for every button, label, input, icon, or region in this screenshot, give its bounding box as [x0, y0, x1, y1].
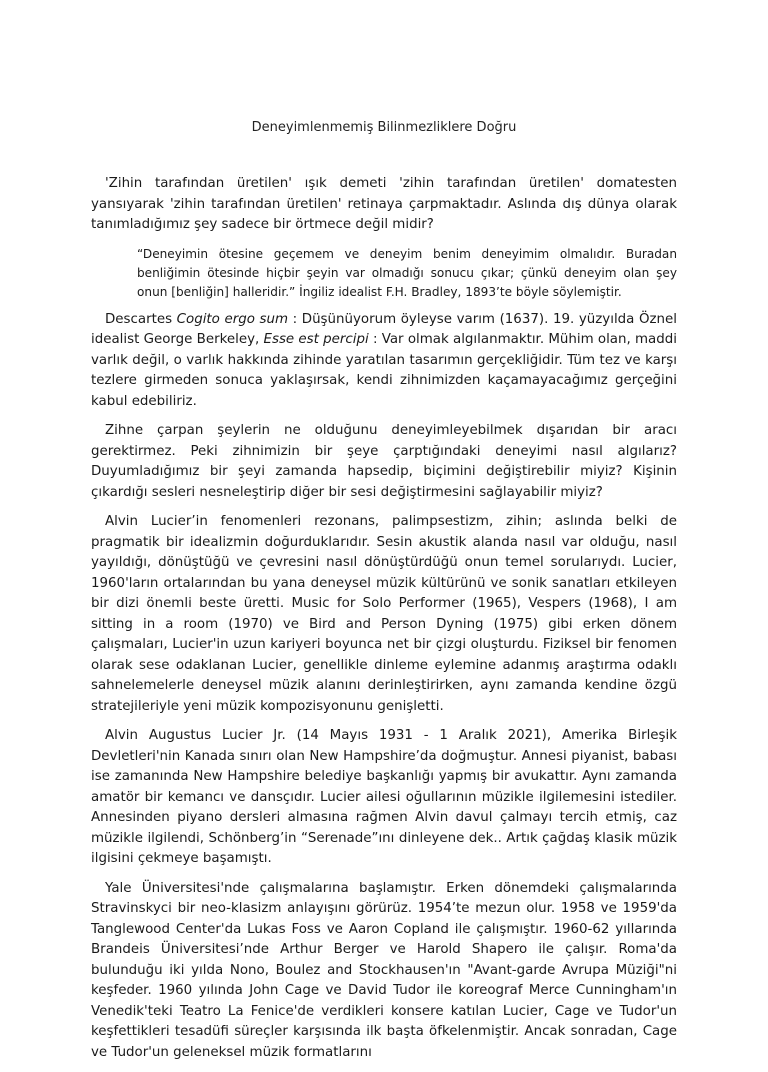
paragraph-lucier-phenomena: Alvin Lucier’in fenomenleri rezonans, palimpsestizm, zihin; aslında belki de pragmatik bir idealizmin doğurduklarıdır. Sesin akustik alanda nasıl var olduğu, nasıl yayıldığı, dönüştüğü ve çevresini nasıl dönüştürdüğü onun temel sorularıydı. Lucier, 1960'ların ortalarından bu yana deneysel müzik kültürünü ve sonik sanatları etkileyen bir dizi önemli beste üretti. Music for Solo Performer (1965), Vespers (1968), I am sitting in a room (1970) ve Bird and Person Dyning (1975) gibi erken dönem çalışmaları, Lucier'in uzun kariyeri boyunca net bir çizgi oluşturdu. Fiziksel bir fenomen olarak sese odaklanan Lucier, genellikle dinleme eylemine adanmış araştırma odaklı sahnelemelerle deneysel müzik alanını derinleştirirken, aynı zamanda kendine özgü stratejileriyle yeni müzik kompozisyonunu genişletti.	[91, 514, 677, 714]
text-span: : Var olmak algılanmaktır. Mühim olan, maddi varlık değil, o varlık hakkında zihinde yaratılan tasarımın gerçekliğidir. Tüm tez ve karşı tezlere girmeden sonuca yaklaşırsak, kendi zihnimizden kaçamayacağımız gerçeğini kabul edebiliriz.	[91, 332, 677, 409]
text-span: : Düşünüyorum öyleyse varım (1637). 19. yüzyılda Öznel idealist George Berkeley,	[91, 311, 677, 347]
paragraph-intro: 'Zihin tarafından üretilen' ışık demeti 'zihin tarafından üretilen' domatesten yansıyarak 'zihin tarafından üretilen' retinaya çarpmaktadır. Aslında dış dünya olarak tanımladığımız şey sadece bir örtmece değil midir?	[91, 176, 677, 232]
page-title: Deneyimlenmemiş Bilinmezliklere Doğru	[251, 120, 517, 135]
latin-phrase-cogito: Cogito ergo sum	[176, 311, 289, 327]
paragraph-descartes	[91, 310, 677, 413]
text-span: Descartes	[105, 311, 177, 327]
paragraph-mind: Zihne çarpan şeylerin ne olduğunu deneyimleyebilmek dışarıdan bir aracı gerektirmez. Peki zihnimizin bir şeye çarptığındaki deneyimi nasıl algılarız? Duyumladığımız bir şeyi zamanda hapsedip, biçimini değiştirebilir miyiz? Kişinin çıkardığı sesleri nesneleştirip diğer bir sesi değiştirmesini sağlayabilir miyiz?	[91, 423, 677, 500]
document-body	[91, 174, 677, 1072]
bradley-quote: “Deneyimin ötesine geçemem ve deneyim benim deneyimim olmalıdır. Buradan benliğimin ötesinde hiçbir şeyin var olmadığı sonucu çıkar; çünkü deneyim olan şey onun [benliğin] halleridir.” İngiliz idealist F.H. Bradley, 1893’te böyle söylemiştir.	[137, 246, 677, 299]
paragraph-lucier-biography: Alvin Augustus Lucier Jr. (14 Mayıs 1931 - 1 Aralık 2021), Amerika Birleşik Devletleri'nin Kanada sınırı olan New Hampshire’da doğmuştur. Annesi piyanist, babası ise zamanında New Hampshire belediye başkanlığı yapmış bir avukattır. Aynı zamanda amatör bir kemancı ve dansçıdır. Lucier ailesi oğullarının müzikle ilgilemesini istediler. Annesinden piyano dersleri almasına rağmen Alvin davul çalmayı tercih etmiş, caz müzikle ilgilendi, Schönberg’in “Serenade”ını dinleyene dek.. Artık çağdaş klasik müzik ilgisini çekmeye başamıştı.	[91, 728, 677, 866]
latin-phrase-esse: Esse est percipi	[263, 332, 369, 347]
paragraph-yale: Yale Üniversitesi'nde çalışmalarına başlamıştır. Erken dönemdeki çalışmalarında Stravinskyci bir neo-klasizm anlayışını görürüz. 1954’te mezun olur. 1958 ve 1959'da Tanglewood Center'da Lukas Foss ve Aaron Copland ile çalışmıştır. 1960-62 yıllarında Brandeis Üniversitesi’nde Arthur Berger ve Harold Shapero ile çalışır. Roma'da bulunduğu iki yılda Nono, Boulez and Stockhausen'ın "Avant-garde Avrupa Müziği"ni keşfeder. 1960 yılında John Cage ve David Tudor ile koreograf Merce Cunningham'ın Venedik'teki Teatro La Fenice'de verdikleri konsere katılan Lucier, Cage ve Tudor'un keşfettikleri tesadüfi süreçler karşısında ilk başta öfkelenmiştir. Ancak sonradan, Cage ve Tudor'un geleneksel müzik formatlarını	[91, 880, 677, 1060]
